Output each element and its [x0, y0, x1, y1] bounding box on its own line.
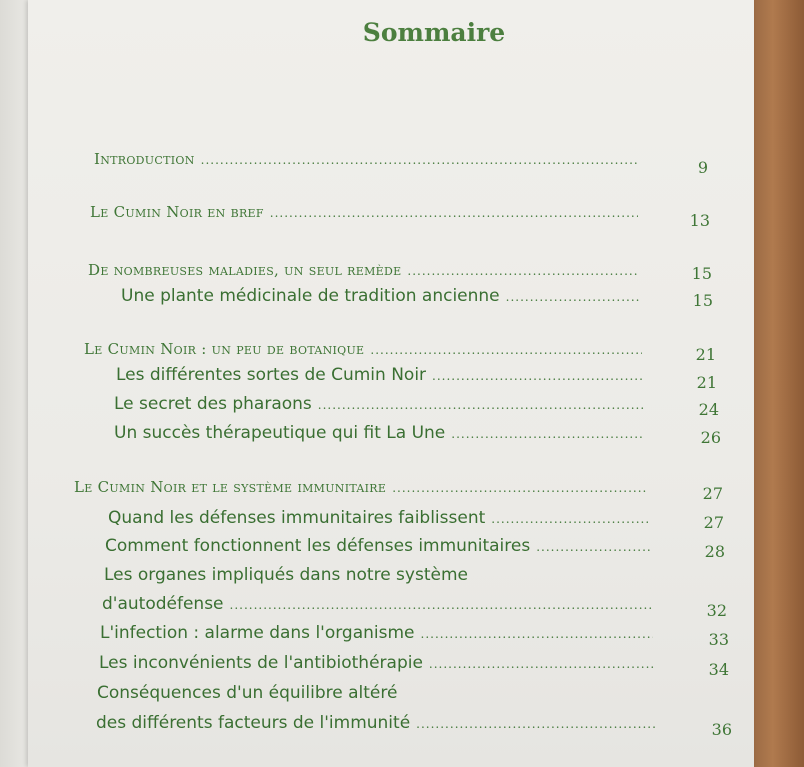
toc-entry-systeme-immunitaire	[74, 478, 654, 496]
toc-label: Introduction	[94, 150, 195, 168]
toc-label: L'infection : alarme dans l'organisme	[100, 623, 415, 643]
toc-page-number: 33	[708, 630, 729, 649]
toc-label: des différents facteurs de l'immunité	[96, 713, 411, 733]
leader-dots	[201, 153, 638, 167]
toc-entry-infection	[100, 623, 659, 643]
toc-page-number: 28	[704, 542, 725, 561]
toc-label: Le Cumin Noir : un peu de botanique	[84, 340, 365, 358]
leader-dots	[416, 717, 658, 731]
toc-page-number: 36	[711, 720, 732, 739]
toc-page-number: 13	[689, 211, 710, 230]
leader-dots	[451, 427, 645, 441]
leader-dots	[318, 398, 644, 412]
toc-page-number: 34	[708, 660, 729, 679]
toc-entry-plante-medicinale	[121, 286, 646, 306]
leader-dots	[370, 343, 642, 357]
toc-page-number: 32	[706, 601, 727, 620]
toc-entry-organes-impliques	[104, 565, 656, 585]
toc-page-number: 26	[700, 428, 721, 447]
toc-entry-consequences	[97, 683, 661, 703]
leader-dots	[421, 627, 653, 641]
toc-page-number: 15	[692, 291, 713, 310]
toc-label: Une plante médicinale de tradition ancienne	[121, 286, 500, 306]
underlying-page-edge	[0, 0, 30, 767]
toc-page-number: 9	[697, 158, 708, 177]
leader-dots	[429, 657, 655, 671]
toc-entry-facteurs-immunite	[96, 713, 664, 733]
toc-label: d'autodéfense	[102, 594, 224, 614]
toc-label: Quand les défenses immunitaires faiblissent	[108, 508, 486, 528]
toc-entry-succes-therapeutique	[114, 423, 651, 443]
toc-page-number: 24	[698, 400, 719, 419]
toc-entry-differentes-sortes	[116, 365, 649, 385]
leader-dots	[506, 290, 640, 304]
toc-page-number: 21	[696, 373, 717, 392]
leader-dots	[491, 512, 648, 526]
toc-entry-comment-fonctionnent	[105, 536, 656, 556]
toc-entry-defenses-faiblissent	[108, 508, 654, 528]
toc-label: Les différentes sortes de Cumin Noir	[116, 365, 427, 385]
toc-entry-botanique	[84, 340, 648, 358]
toc-label: Les organes impliqués dans notre système	[104, 565, 468, 585]
toc-entry-antibiotherapie	[99, 653, 661, 673]
toc-label: Un succès thérapeutique qui fit La Une	[114, 423, 446, 443]
leader-dots	[536, 540, 650, 554]
toc-page-number: 15	[691, 264, 712, 283]
toc-label: Le Cumin Noir en bref	[90, 203, 264, 221]
leader-dots	[407, 264, 638, 278]
toc-entry-autodefense	[102, 594, 658, 614]
toc-label: Les inconvénients de l'antibiothérapie	[99, 653, 423, 673]
toc-label: Le Cumin Noir et le système immunitaire	[74, 478, 387, 496]
leader-dots	[270, 206, 638, 220]
toc-entry-introduction	[94, 150, 644, 168]
leader-dots	[230, 598, 652, 612]
toc-entry-secret-pharaons	[114, 394, 650, 414]
toc-page-number: 21	[695, 345, 716, 364]
toc-entry-cumin-noir-en-bref	[90, 203, 644, 221]
leader-dots	[392, 481, 648, 495]
wooden-table-background	[752, 0, 804, 767]
leader-dots	[432, 369, 643, 383]
toc-label: De nombreuses maladies, un seul remède	[88, 261, 402, 279]
toc-label: Le secret des pharaons	[114, 394, 312, 414]
toc-page-number: 27	[702, 484, 723, 503]
toc-label: Comment fonctionnent les défenses immunitaires	[105, 536, 531, 556]
toc-label: Conséquences d'un équilibre altéré	[97, 683, 398, 703]
toc-page-number: 27	[703, 513, 724, 532]
toc-entry-nombreuses-maladies	[88, 261, 644, 279]
page-title: Sommaire	[362, 18, 506, 47]
